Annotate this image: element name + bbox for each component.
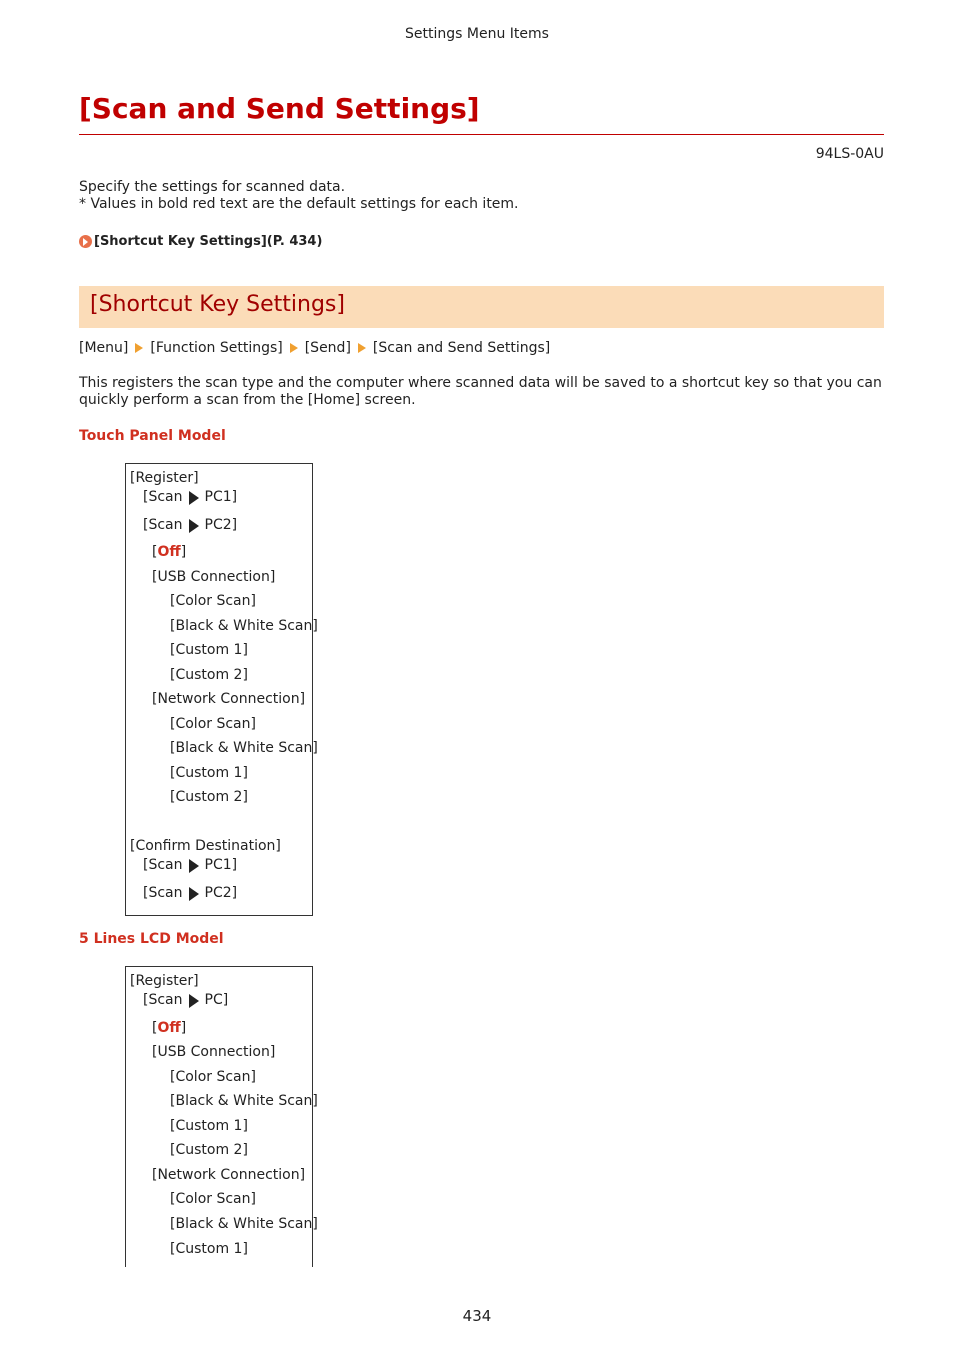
scan-label: [Scan — [143, 885, 183, 901]
usb-connection-item: [USB Connection] — [152, 569, 276, 585]
arrow-circle-icon — [79, 235, 92, 248]
breadcrumb-arrow-icon — [135, 343, 143, 353]
running-header: Settings Menu Items — [405, 26, 549, 42]
triangle-arrow-icon — [189, 519, 199, 533]
pc-label: PC1] — [204, 489, 238, 505]
net-color-scan-item: [Color Scan] — [170, 1191, 256, 1207]
page-title: [Scan and Send Settings] — [79, 92, 480, 125]
usb-color-scan-item: [Color Scan] — [170, 593, 256, 609]
breadcrumb-arrow-icon — [358, 343, 366, 353]
pc-label: PC] — [204, 992, 229, 1008]
net-custom1-item: [Custom 1] — [170, 1241, 248, 1257]
scan-label: [Scan — [143, 857, 183, 873]
off-item: [Off] — [152, 544, 187, 560]
triangle-arrow-icon — [189, 994, 199, 1008]
usb-color-scan-item: [Color Scan] — [170, 1069, 256, 1085]
usb-bw-scan-item: [Black & White Scan] — [170, 618, 318, 634]
breadcrumb-arrow-icon — [290, 343, 298, 353]
net-color-scan-item: [Color Scan] — [170, 716, 256, 732]
scan-label: [Scan — [143, 489, 183, 505]
pc-label: PC2] — [204, 517, 238, 533]
scan-pc-item — [143, 992, 228, 1008]
pc-label: PC2] — [204, 885, 238, 901]
scan-label: [Scan — [143, 517, 183, 533]
net-custom1-item: [Custom 1] — [170, 765, 248, 781]
breadcrumb-send: [Send] — [304, 340, 351, 356]
net-bw-scan-item: [Black & White Scan] — [170, 740, 318, 756]
intro-line-1: Specify the settings for scanned data. — [79, 179, 346, 195]
breadcrumb — [79, 340, 550, 356]
breadcrumb-function-settings: [Function Settings] — [150, 340, 283, 356]
lcd-model-heading: 5 Lines LCD Model — [79, 931, 224, 947]
touch-panel-heading: Touch Panel Model — [79, 428, 226, 444]
default-value: Off — [157, 544, 181, 560]
touch-panel-menu-tree — [125, 463, 318, 916]
pc-label: PC1] — [204, 857, 238, 873]
shortcut-key-settings-link[interactable] — [79, 234, 322, 249]
intro-text — [79, 179, 884, 213]
breadcrumb-menu: [Menu] — [79, 340, 129, 356]
scan-label: [Scan — [143, 992, 183, 1008]
net-custom2-item: [Custom 2] — [170, 789, 248, 805]
page-number: 434 — [462, 1307, 492, 1325]
breadcrumb-scan-send-settings: [Scan and Send Settings] — [372, 340, 551, 356]
description-line-2: quickly perform a scan from the [Home] screen. — [79, 392, 416, 408]
lcd-menu-tree — [125, 966, 318, 1267]
intro-line-2: * Values in bold red text are the default settings for each item. — [79, 196, 519, 212]
triangle-arrow-icon — [189, 859, 199, 873]
usb-custom1-item: [Custom 1] — [170, 1118, 248, 1134]
document-id: 94LS-0AU — [815, 146, 884, 162]
net-bw-scan-item: [Black & White Scan] — [170, 1216, 318, 1232]
section-title: [Shortcut Key Settings] — [90, 292, 345, 317]
off-item: [Off] — [152, 1020, 187, 1036]
description-line-1: This registers the scan type and the computer where scanned data will be saved to a shortcut key so that you can — [79, 375, 882, 391]
network-connection-item: [Network Connection] — [152, 1167, 306, 1183]
section-description — [79, 375, 884, 409]
confirm-scan-pc2-item — [143, 885, 237, 901]
register-item: [Register] — [130, 470, 199, 486]
scan-pc2-item — [143, 517, 237, 533]
usb-custom1-item: [Custom 1] — [170, 642, 248, 658]
register-item: [Register] — [130, 973, 199, 989]
title-divider — [79, 134, 884, 135]
confirm-destination-item: [Confirm Destination] — [130, 838, 281, 854]
triangle-arrow-icon — [189, 887, 199, 901]
link-label: [Shortcut Key Settings](P. 434) — [94, 234, 323, 249]
confirm-scan-pc1-item — [143, 857, 237, 873]
triangle-arrow-icon — [189, 491, 199, 505]
usb-bw-scan-item: [Black & White Scan] — [170, 1093, 318, 1109]
scan-pc1-item — [143, 489, 237, 505]
usb-custom2-item: [Custom 2] — [170, 1142, 248, 1158]
network-connection-item: [Network Connection] — [152, 691, 306, 707]
usb-connection-item: [USB Connection] — [152, 1044, 276, 1060]
usb-custom2-item: [Custom 2] — [170, 667, 248, 683]
default-value: Off — [157, 1020, 181, 1036]
